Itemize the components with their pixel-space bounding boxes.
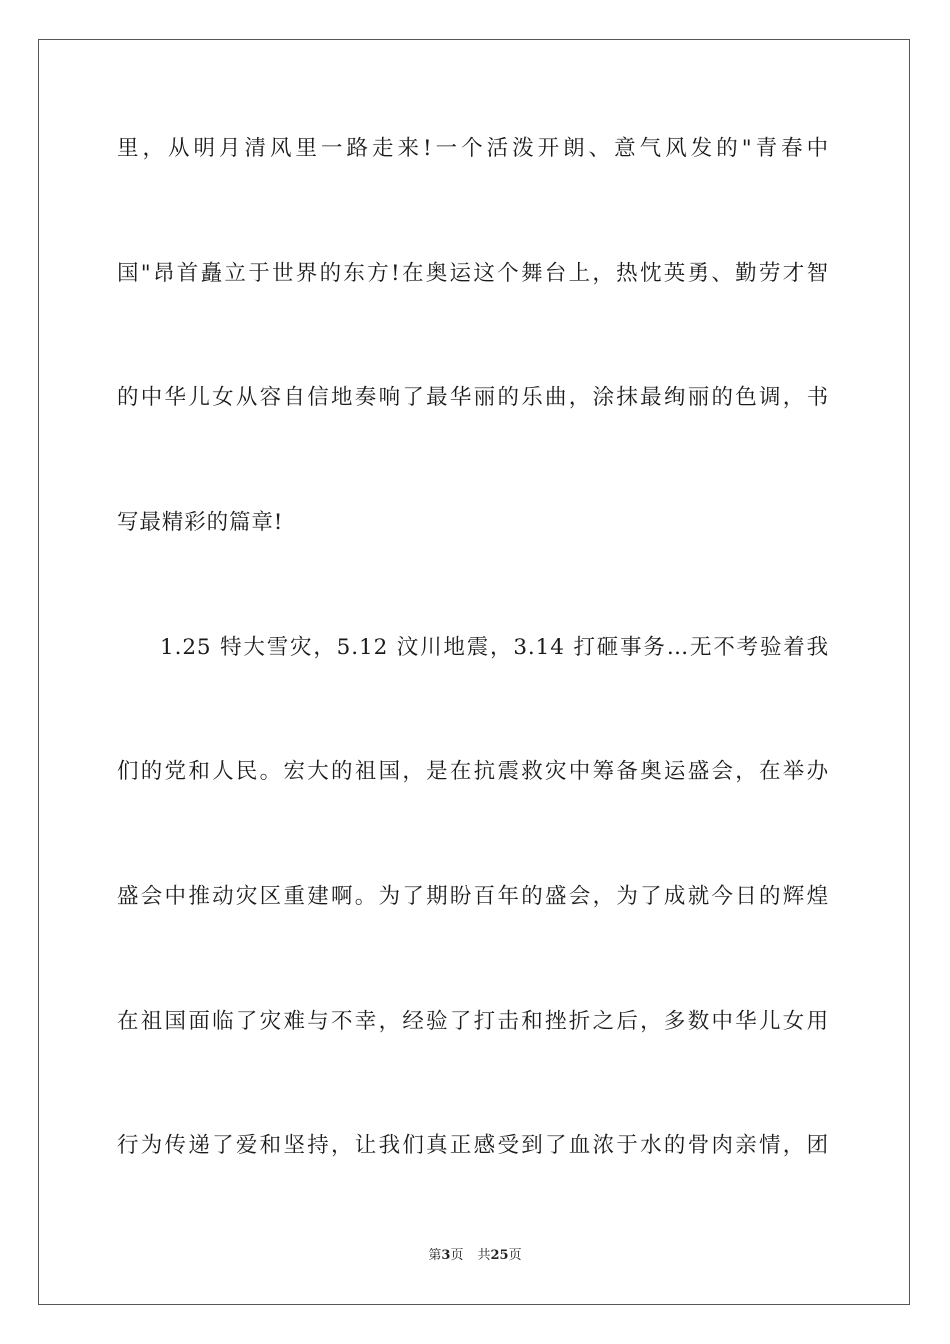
footer-total-prefix: 共 xyxy=(477,1248,491,1263)
text-line-5: 1.25 特大雪灾，5.12 汶川地震，3.14 打砸事务…无不考验着我 xyxy=(160,635,829,660)
footer-total-pages: 25 xyxy=(490,1248,509,1263)
text-line-9: 行为传递了爱和坚持，让我们真正感受到了血浓于水的骨肉亲情，团 xyxy=(117,1133,829,1158)
text-line-8: 在祖国面临了灾难与不幸，经验了打击和挫折之后，多数中华儿女用 xyxy=(117,1009,829,1034)
page-border xyxy=(38,39,910,1305)
footer-page-number: 3 xyxy=(441,1248,451,1263)
text-line-1: 里，从明月清风里一路走来!一个活泼开朗、意气风发的"青春中 xyxy=(117,136,829,161)
footer-page-prefix: 第 xyxy=(428,1248,442,1263)
page-footer xyxy=(0,1247,950,1265)
footer-total-suffix: 页 xyxy=(508,1248,522,1263)
footer-page-suffix: 页 xyxy=(450,1248,464,1263)
text-line-6: 们的党和人民。宏大的祖国，是在抗震救灾中筹备奥运盛会，在举办 xyxy=(117,759,829,784)
text-line-2: 国"昂首矗立于世界的东方!在奥运这个舞台上，热忱英勇、勤劳才智 xyxy=(117,261,829,286)
text-line-3: 的中华儿女从容自信地奏响了最华丽的乐曲，涂抹最绚丽的色调，书 xyxy=(117,385,829,410)
text-line-7: 盛会中推动灾区重建啊。为了期盼百年的盛会，为了成就今日的辉煌 xyxy=(117,884,829,909)
text-line-4: 写最精彩的篇章! xyxy=(117,510,284,535)
